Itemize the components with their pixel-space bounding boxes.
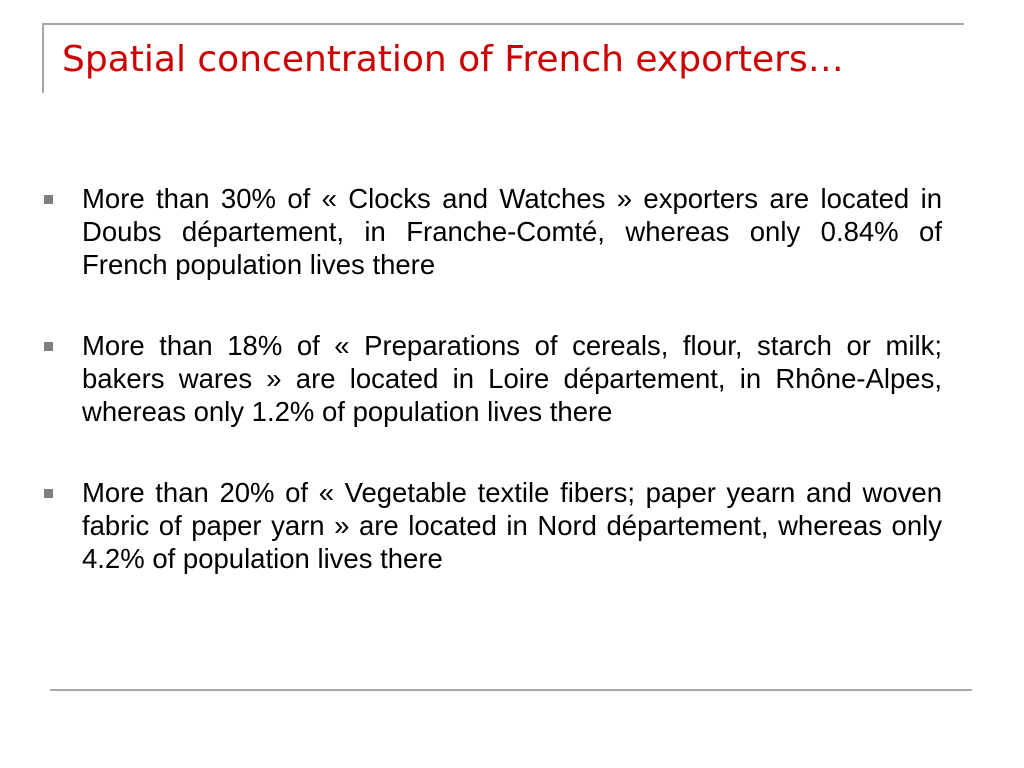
- slide-title: Spatial concentration of French exporters…: [62, 39, 844, 80]
- bottom-divider: [50, 689, 972, 691]
- square-bullet-icon: [44, 195, 53, 204]
- bullet-item: [40, 329, 942, 428]
- top-divider: [42, 23, 964, 25]
- bullet-list: [40, 182, 942, 623]
- square-bullet-icon: [44, 489, 53, 498]
- bullet-item: [40, 182, 942, 281]
- bullet-text: More than 18% of « Preparations of cereals, flour, starch or milk; bakers wares » are located in Loire département, in Rhône-Alpes, whereas only 1.2% of population lives there: [82, 330, 942, 427]
- bullet-text: More than 20% of « Vegetable textile fibers; paper yearn and woven fabric of paper yarn » are located in Nord département, whereas only 4.2% of population lives there: [82, 477, 942, 574]
- left-divider: [42, 23, 44, 93]
- square-bullet-icon: [44, 342, 53, 351]
- bullet-item: [40, 476, 942, 575]
- bullet-text: More than 30% of « Clocks and Watches » exporters are located in Doubs département, in Franche-Comté, whereas only 0.84% of French population lives there: [82, 183, 942, 280]
